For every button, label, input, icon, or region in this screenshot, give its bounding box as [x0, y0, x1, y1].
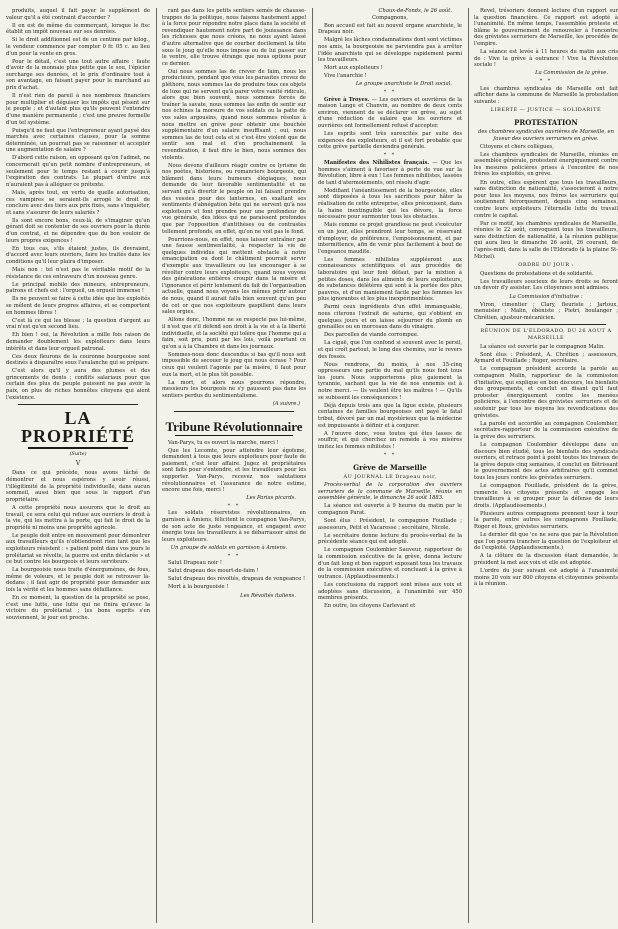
- meeting-heading: RÉUNION DE L'ELDORADO, DU 26 AOUT A MARSEILLE: [480, 328, 612, 342]
- protest-subheading: des chambres syndicales ouvrières de Marseille, en faveur des ouvriers serruriers en grève.: [478, 128, 614, 142]
- paragraph: Le compagnon président accorde la parole au compagnon Malin, rapporteur de la commission d'initiative, qui explique en bon discours, les bienfaits des groupements, et conclut en disant qu'il faut protester énergiquement contre les menées policières, à l'encontre des grévistes serruriers et de soutenir par tous les moyens les revendications des grévistes.: [474, 366, 618, 419]
- paragraph: Si le droit additionnel est de un centime par kilog., le vendeur commence par compter 0 fr. 05 c. au lieu d'un pour la vente en gros.: [6, 37, 150, 57]
- article-text: — Les ouvriers et ouvrières de la maison Lange et Chanvin, au nombre de deux cents environ, viennent de se déclarer en grève, au sujet d'une réduction de salaire que les ouvriers et ouvrières ont formellement refusé d'accepter.: [318, 96, 463, 129]
- paragraph: La bourgeoisie nous traite d'énergumènes, de fous, même de voleurs, et le peuple doit se retrouver là-dedans ; il faut agir de propriété pour demander aux lois la vérité et les hommes sans défaillance.: [6, 567, 150, 594]
- column-3: [312, 8, 462, 923]
- paragraph: Les femmes nihilistes suppléeront aux connaissances scientifiques et aux procédés de laboratoire qui leur font défaut, par la mixtion à petites doses, dans les aliments de leurs exploiteurs, de substances délétères qui sont à la portée des plus pauvres, et d'un maniement facile par les femmes les plus ignorantes et les plus inexpérimentées.: [318, 256, 462, 303]
- article-subheading: AU JOURNAL LE Drapeau noir,: [343, 473, 437, 480]
- paragraph: Par ce motif, les chambres syndicales de Marseille, réunies le 22 août, convoquent tous les travailleurs, sans distinction de nationalité, à la réunion publique qui aura lieu le dimanche 26 août, 26 courant, de l'après-midi, dans la salle de l'Eldorado (à la plaine St-Michel).: [474, 220, 618, 260]
- divider: [486, 324, 606, 325]
- paragraph: C'est alors qu'il y aura des plumes et des grincements de dents ; conflits salariaux pour que certain des plus du peuple puissent ne pas avoir la paix, on plus de riches honnêtes citoyens qui aient l'existence.: [6, 368, 150, 401]
- paragraph: Allons donc, l'homme ne se respecte pas lui-même, il n'est que s'il défend son droit à la vie et à la liberté individuelle, et la société qui tolère que l'homme qui a faim, soit pris, puni par les lois, voilà pourtant ce qu'on a à la Chambre et dans les journaux.: [162, 317, 306, 350]
- article-heading: Manifestes des Nihilistes français.: [324, 159, 430, 166]
- paragraph: Des parcelles de viande corrompue.: [324, 332, 419, 339]
- motto: LIBERTÉ — JUSTICE — SOLIDARITÉ: [490, 107, 602, 114]
- paragraph: Le compagnon Coulombier Sauveur, rapporteur de la commission exécutive de la grève, donna lecture d'un fait long et bon rapport exposant tous les travaux de la commission exécutive et concluant à la grève à outrance. (Applaudissements.): [318, 547, 462, 580]
- paragraph: Van-Parys, tu es ouvert la marche, merci !: [168, 439, 279, 446]
- paragraph: Ces deux fleurons de la couronne bourgeoise sont destinés à disparaître sous l'avalanche qui se prépare.: [6, 353, 150, 367]
- paragraph: Le secrétaire donne lecture du procès-verbal de la précédente séance qui est adopté.: [318, 532, 462, 546]
- paragraph: Mais non : tel n'est pas le véritable motif de la résistance de ces entraveurs d'un nouveau genre.: [6, 266, 150, 280]
- separator-stars: * *: [383, 89, 397, 96]
- signature: Un groupe de soldats en garnison à Amiens.: [170, 544, 288, 551]
- to-be-continued: (A suivre.): [272, 400, 300, 407]
- paragraph: Les chambres syndicales de Marseille ont fait afficher dans la commune de Marseille la protestation suivante :: [474, 85, 618, 105]
- paragraph: Le compagnon Coulombier développe dans un discours bien étudié, tous les bienfaits des syndicats ouvriers, et retrace point à point toutes les travaux de la grève depuis cinq semaines, il conclut en flétrissant le gouvernement des actes arbitraires qu'il commet tous les jours contre les grévistes serruriers.: [474, 441, 618, 481]
- paragraph: Les travailleurs soucieux de leurs droits se feront un devoir d'y assister. Les citoyennes sont admises.: [474, 278, 618, 292]
- salute-line: Salut Drapeau noir !: [168, 560, 222, 567]
- paragraph: Dans ce qui précède, nous avons tâché de démontrer et nous espérons y avoir réussi, l'illégitimité de la propriété individuelle, dans aucun sommeil, aussi bien que sous le rapport d'un propriétaire.: [6, 470, 150, 503]
- signature: Le groupe anarchiste le Droit social.: [355, 81, 452, 88]
- article-subtitle: (Suite): [69, 451, 87, 458]
- column-1: [6, 8, 150, 923]
- signature: Les Parias picards.: [246, 495, 296, 502]
- paragraph: Vive l'anarchie !: [324, 73, 367, 80]
- title-underline: [175, 435, 293, 436]
- paragraph: Questions de protestations et de solidarité.: [480, 270, 594, 277]
- paragraph: Sont élus : Président, le compagnon Fouillade ; assesseurs, Petit et Vacaresse ; secrétaire, Nicole.: [318, 518, 462, 531]
- separator-stars: * *: [227, 502, 241, 509]
- paragraph: C'est là ce qui les blesse ; la question d'argent au vrai n'est qu'en second lieu.: [6, 317, 150, 331]
- protest-heading: PROTESTATION: [514, 117, 578, 127]
- paragraph: Modifiant l'anéantissement de la bourgeoisie, elles sont disposées à tous les sacrifices pour hâter la réalisation de cette entreprise, elles préconisent, dans la haine inextinguible qui les dévore, la force nécessaire pour surmonter tous les obstacles.: [318, 187, 462, 221]
- paragraph: Malgré les lâches condamnations dont sont victimes nos amis, la bourgeoisie ne parviendra pas à arrêter l'idée anarchiste qui se développe rapidement parmi les travailleurs.: [318, 37, 462, 64]
- paragraph: La parole est accordée au compagnon Coulombier, secrétaire-rapporteur de la commission exécutive de la grève des serruriers.: [474, 420, 618, 440]
- paragraph: Nous devons d'ailleurs réagir contre ce lyrisme de nos poètes, historiens, ou romanciers bourgeois, qui blâment dans leurs humeurs élégiaques, nous demande de leur favorable sentimentalité et ne servant qu'à divertir le peuple on lui faisant prendre des vessies pour des lanternes, en exaltant ses sentiments d'abnégation béte qui ne servent qu'à nos exploiteurs et font prendre pour une profondeur de vue générale, des idées qui ne paraissent profondes que par l'opposition d'antithèses ou de contrastes tellement profonds, en effet, qu'on ne voit pas le fond.: [162, 162, 306, 235]
- paragraph: La séance est ouverte par le compagnon Malin.: [480, 343, 605, 350]
- article-heading: Grève à Troyes.: [324, 96, 370, 103]
- paragraph: Mais, après tout, en vertu de quelle autorisation, ces vampires se seraient-ils arrogé le droit de conclure avec des tiers aux prix fixés, sans s'inquiéter, et sans s'assurer de leurs salariés ?: [6, 189, 150, 216]
- paragraph: La mort, et alors nous pourrons répondre, messieurs les bourgeois ne s'y gaussent pas dans les sentiers perdus du sentimentalisme.: [162, 379, 306, 399]
- separator-stars: * *: [383, 152, 397, 159]
- paragraph: La ciguë, que l'on confond si souvent avec le persil, et qui croît partout, le long des chemins, sur le revers des fossés.: [318, 340, 462, 360]
- paragraph: L'ordre du jour suivant est adopté à l'unanimité moins 20 voix sur 800 citoyens et citoyennes présents à la réunion.: [474, 568, 618, 588]
- paragraph: Sommes-nous donc descendus si bas qu'il nous soit impossible de secouer le joug qui nous écrase ? Pour ceux qui veulent l'agonie par la misère, il faut pour eux la mort, et le plus tôt possible.: [162, 351, 306, 378]
- paragraph: En outre, les citoyens Carlevant et: [324, 603, 416, 610]
- paragraph: A l'œuvre donc, vous toutes qui êtes lasses de souffrir, et qui cherchez un remède à vos misères imitez les femmes nihilistes !: [318, 430, 462, 450]
- paragraph: produits, auquel il fait payer le supplément de valeur qu'il a été contraint d'accorder ?: [6, 8, 150, 21]
- paragraph: Le compagnon Fouillade, président de la grève, remercie les citoyens présents et engage les travailleurs à se grouper pour la défense de leurs droits. (Applaudissements.): [474, 483, 618, 509]
- paragraph: Ils sont encore bons, ceux-là, de s'imaginer qu'un gérant doit se contenter de ses ouvriers pour la durée d'un contrat, et ne dépendre que du bon vouloir de leurs propres exigences !: [6, 217, 150, 244]
- salute-line: Salut drapeau des mourt-de-faim !: [168, 568, 259, 575]
- paragraph: Que les Lecomte, pour atteindre leur égoïsme, demandent à tous que leurs exploiteurs pour faute de paiement, c'est leur affaire. Jugez et propriétaires sont faits pour s'entendre, et les travailleurs pour les supporter. Van-Parys, recevez nos salutations révolutionnaires et l'assurance de notre estime, encore une fois, merci !: [162, 447, 306, 494]
- paragraph: Oui nous sommes las de crever de faim, nous les producteurs, pendant que vous les parasites crevez de pléthore, nous sommes las de produire tous ces objets de luxe qui ne servent qu'à parer votre vanité ridicule, alors que bien souvent, nous sommes forcés de traîner la savate, nous sommes las enfin de sentir sur nos échines la morsure de vos soldats ou la patte de vos sales argousins, quand nous sommes résolus à nous mettre en grève pour obtenir une bouchée supplémentaire d'un salaire insuffisant ; oui, nous sommes las de tout cela et si c'est être violent que de sentir son mal et d'en prochainement la revendication, il faut dire le bien, nous sommes des violents.: [162, 68, 306, 161]
- paragraph: A cette propriété nous assurons que le droit au travail, ce sera celui qui refuse aux ouvriers le droit à la vie, qui les mettra à la porte, qui fait le droit de la propriété ni moins une propriété agricole.: [6, 504, 150, 531]
- commission-names: Viron, cimentier ; Clary, fleuriste ; Jartoux, menuisier ; Malin, ébéniste ; Pietri, boulanger ; Chrétien, ajusteur-mécanicien.: [474, 301, 618, 321]
- section-title-tribune: Tribune Révolutionnaire: [165, 418, 303, 434]
- paragraph: Pour le détail, c'est une tout autre affaire : faute d'avoir de la monnaie plus petite que le sou, l'épicier surcharge ses denrées, et le prix d'ordinaire tout à son avantage, en faisant payer pour le marchand au prix d'achat.: [6, 58, 150, 92]
- paragraph: A la clôture de la discussion étant demandée, le président la met aux voix et elle est adoptée.: [474, 553, 618, 567]
- dateline: Chaux-de-Fonds, le 26 août.: [378, 8, 452, 14]
- paragraph: Le principal mobile des mineurs, entrepreneurs, patrons et chefs est : l'orgueil, un orgueil immense !: [6, 281, 150, 295]
- paragraph: La séance est ouverte à 9 heures du matin par le compagnon Parat.: [318, 503, 462, 516]
- commission-heading: La Commission d'initiative :: [509, 293, 583, 300]
- salutation: Compagnons,: [372, 14, 408, 21]
- divider: [174, 411, 294, 412]
- article-title-propriete: LA PROPRIÉTÉ: [20, 408, 135, 447]
- signature: La Commission de la grève.: [535, 70, 608, 77]
- paragraph: Bon accueil est fait au nouvel organe anarchiste, le Drapeau noir.: [318, 22, 462, 36]
- paragraph: Mort aux exploiteurs !: [324, 65, 383, 72]
- paragraph: Parmi ceux ingrédients d'un effet immanquable, nous citerons l'extrait de saturne, qui s'obtient en quelques jours et on laisse séjourner du plomb en grenailles ou en morceaux dans du vinaigre.: [318, 304, 462, 331]
- paragraph: En ce moment, la question de la propriété se pose, c'est une lutte, une lutte qui ne finira qu'avec la victoire du prolétariat ; les bons esprits s'en souviennent, le jour est proche.: [6, 595, 150, 621]
- paragraph: Le dernier dit que 'ce ne sera que par la Révolution que l'on pourra trancher la question de l'exploiteur et de l'exploité. (Applaudissements.): [474, 532, 618, 552]
- separator-stars: * *: [227, 552, 241, 559]
- paragraph: Il en est de même du commerçant, lorsque le fisc établit un impôt nouveau sur ses denrées.: [6, 22, 150, 36]
- title-underline: [28, 447, 128, 449]
- divider: [18, 404, 138, 405]
- paragraph: Les conclusions du rapport sont mises aux voix et adoptées sans discussion, à l'unanimité sur 450 membres présents.: [318, 581, 462, 602]
- paragraph: D'abord cette raison, en opposant qu'on l'admet, ne concernerait qu'un petit nombre d'entrepreneurs, et seulement pour le temps restant à courir jusqu'à l'expiration des contrats. Le plupart d'entre eux n'auraient pas à alléguer ce prétexte.: [6, 155, 150, 188]
- section-number: V: [75, 459, 81, 467]
- paragraph: Eh bien ! oui, la Révolution a mille fois raison de demander doublement les exploiteurs dans leurs intérêts et dans leur orgueil patronal.: [6, 332, 150, 352]
- signature: Les Révoltés italiens.: [240, 592, 296, 599]
- paragraph: Plusieurs autres compagnons prennent tour à tour la parole, entre autres les compagnons Fouillade, Roger et Roux, grévistes serruriers.: [474, 510, 618, 531]
- column-4: [468, 8, 618, 923]
- paragraph: Sont élus : Président, A. Chrétien ; assesseurs, Aymard et Fouillade ; Roger, secrétaire.: [474, 351, 618, 365]
- paragraph: Nous rendrons, du moins, à nos 35-cinq oppresseurs une partie du mal qu'ils nous font tous les jours. Nous supporterons plus gaiement la tyrannie, sachant que la vie de nos ennemis est à notre merci. — Ils veulent être les maîtres ! — Qu'ils se subissent les conséquences !: [318, 361, 462, 401]
- paragraph: Il n'est rien de pareil à nos nombreux financiers pour multiplier et déguiser les impôts qui pèsent sur le peuple ; et d'autant plus qu'ils peuvent l'entendre d'une manière permanente ; c'est une preuve formelle d'un tel système.: [6, 93, 150, 126]
- paragraph: En tous cas, s'ils étaient justes, ils devraient, d'accord avec leurs ouvriers, faire les traités dans les conditions qu'il leur plaira d'imposer.: [6, 245, 150, 265]
- paragraph: Le peuple doit entre en mouvement pour démontrer aux travailleurs qu'ils n'obtiendront rien tant que les exploiteurs résistent : « patient point dans vos jours le prolétariat se révolte, la guerre est enfin déclarée » et ce but contre les bourgeois et leurs serviteurs.: [6, 532, 150, 566]
- paragraph: Les soldats réservistes révolutionnaires, en garnison à Amiens, félicitent le compagnon Van-Parys, de son acte de juste vengeance, et engagent avec énergie tous les travailleurs à se débarrasser ainsi de leurs exploiteurs.: [162, 510, 306, 543]
- paragraph: Les chambres syndicales de Marseille, réunies en assemblée générale, protestent énergiquement contre les mesures policières prises à l'encontre de nos frères les exploités, en grève.: [474, 151, 618, 178]
- separator-stars: * *: [539, 77, 553, 84]
- article-text: — Que les hommes s'aiment à favoriser à perte de vue sur la Révolution, libre à eux ! Les femmes nihilistes, lassées de tant d'atermoiements, ont résolu d'agir.: [318, 159, 462, 186]
- separator-stars: * *: [383, 451, 397, 458]
- salute-line: Salut drapeau des révoltés, drapeau de vengeance !: [168, 576, 306, 583]
- column-2: [156, 8, 306, 923]
- paragraph: Puisqu'il ne faut que l'entrepreneur ayant paysé des marchés avec certaines clauses, pour la somme déterminée, un pourrait pas se raisonner et accepter une augmentation de salaire ?: [6, 127, 150, 154]
- salute-line: Mort à la bourgeoisie !: [168, 584, 229, 591]
- article-heading-marseille: Grève de Marseille: [353, 462, 427, 472]
- agenda-heading: ORDRE DU JOUR :: [518, 262, 574, 269]
- paragraph: Les esprits sont très surexcités par suite des exigences des exploiteurs, et il est fort probable que cette grève partielle deviendra générale.: [318, 131, 462, 151]
- paragraph: Déjà depuis trois ans que la ligue existe, plusieurs centaines de familles bourgeoises ont payé le fatal tribut, dévoré par un mal mystérieux que la médecine est impuissante à définir et à conjurer.: [318, 402, 462, 429]
- paragraph: rant pas dans les petits sentiers semés de chausse-trappes de la politique, nous faisons hautement appel à la force pour répondre notre place dans la société et revendiquer hautement notre part de jouissance dans les richesses que nous créons, ne nous ayant laissé d'autre alternative que de courber docilement la tête sous le joug qu'elle nous impose ou de lui passer sur le ventre, elle trouve étrange que nous options pour ce dernier.: [162, 8, 306, 67]
- paragraph: Procès-verbal de la corporation des ouvriers serruriers de la commune de Marseille, réunis en assemblée générale, le dimanche 26 août 1883.: [318, 482, 462, 502]
- paragraph: Ils ne peuvent se faire à cette idée que les exploités se mêlent de leurs propres affaires, et se comportent en hommes libres !: [6, 296, 150, 316]
- paragraph: Revel, trésoriers donnent lecture d'un rapport sur la question financière. Ce rapport est adopté à l'unanimité. En même temps, l'assemblée proteste et blâme le gouvernement de renouveler à l'encontre des grévistes serruriers de Marseille, les procédés de l'empire.: [474, 8, 618, 47]
- paragraph: Mais comme ce projet grandiose ne peut s'exécuter en un jour, elles prendront leur temps, se réservant d'employer, de préférence, l'empoisonnement, et par intermittence, afin de venir plus facilement à bout de l'engeance maudite.: [318, 222, 462, 255]
- paragraph: Citoyens et chers collègues,: [480, 143, 554, 150]
- paragraph: Pourrions-nous, en effet, nous laisser entraîner par une fausse sentimentalité, à respecter la vie de quelques individus qui mettent obstacle à notre émancipation ou dont le châtiment pourrait servir d'exemple aux travailleurs ou les encourager à se révolter contre leurs exploiteurs, quand nous voyons des générations entières croupir dans la misère et l'ignorance et périr lentement du fait de l'organisation actuelle, quand nous voyons les mêmes périr autour de nous, quand il aurait fallu bien souvent qu'un peu de cet or que nos exploiteurs gaspillent dans leurs sales orgies.: [162, 236, 306, 316]
- paragraph: En outre, elles espèrent que tous les travailleurs, sans distinction de nationalité, s'associeront à notre pour tous les moyens, nos frères les serruriers qui soutiennent hérorquement, depuis cinq semaines, contre leurs exploiteurs l'éternelle lutte du travail contre le capital.: [474, 179, 618, 219]
- paragraph: La séance est levée à 11 heures du matin aux cris de : Vive la grève à outrance ! Vive la Révolution sociale !: [474, 49, 618, 69]
